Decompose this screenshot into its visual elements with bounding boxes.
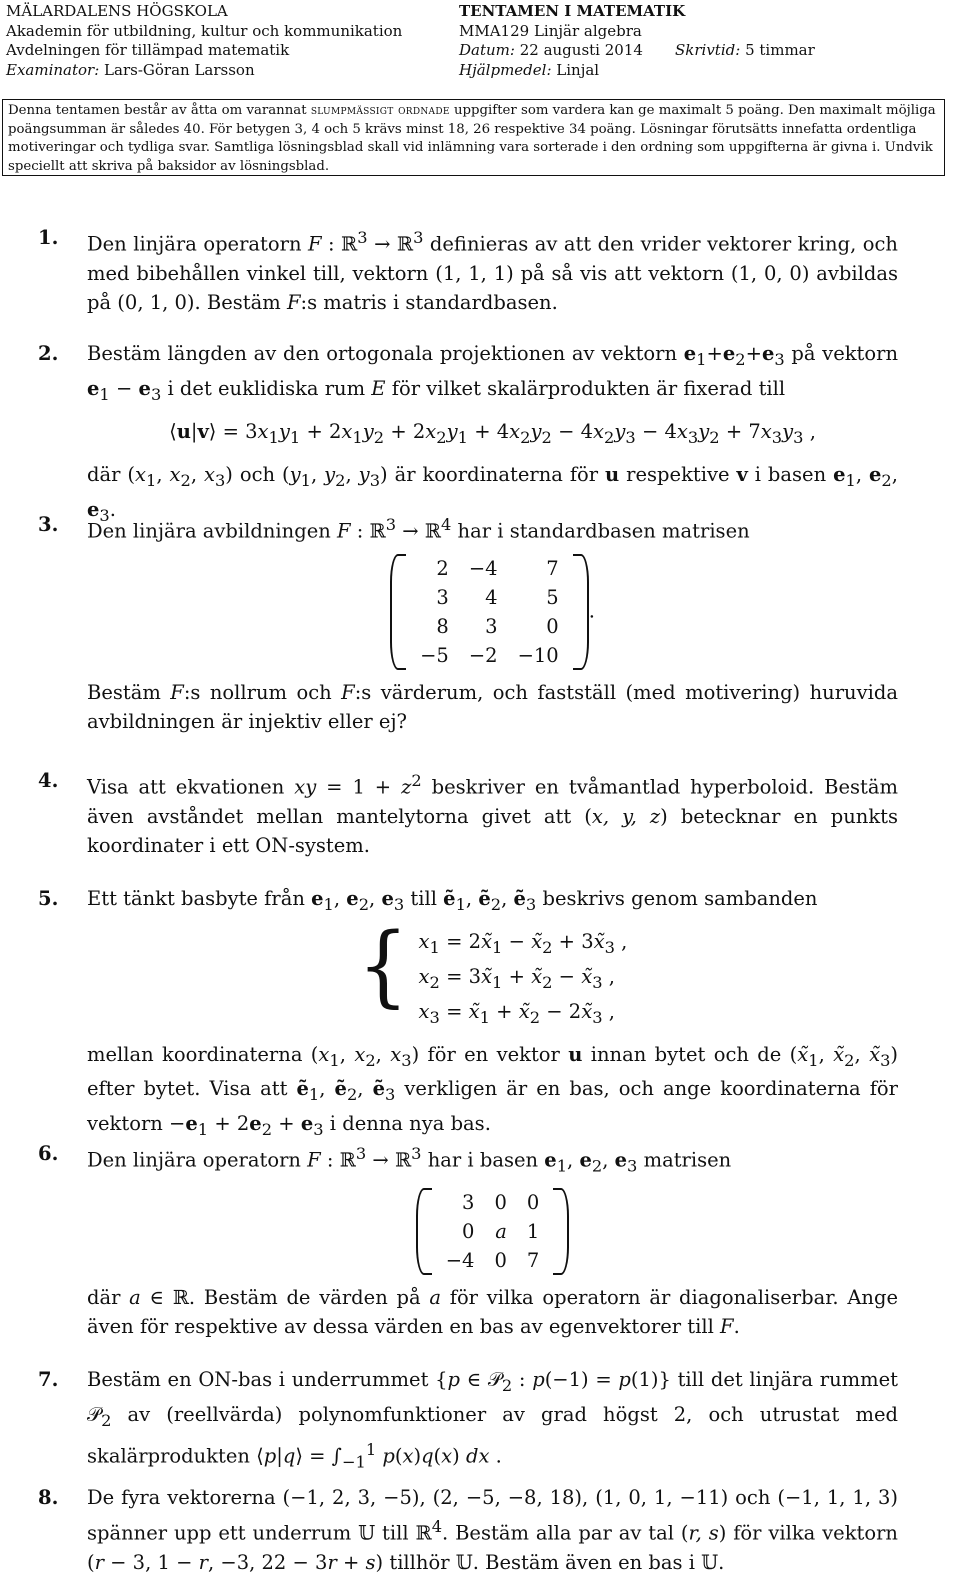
matrix-6: 3 0 0 0 a 1 −4 0 7 [416,1188,570,1275]
problem-number: 5. [38,887,59,910]
problem-number: 6. [38,1142,59,1165]
problem-number: 4. [38,769,59,792]
problem-7: 7. Bestäm en ON-bas i underrummet {p ∈ 𝒫$_2$ : p(−1) = p(1)} till det linjära rummet 𝒫$_2$ av (reellvärda) polynomfunktioner av grad högst 2, och utrustat med skalärprodukten ⟨p|q⟩ = $\int_{-1}^1$ p(x)q(x) dx . [38,1365,898,1476]
header-middle [459,2,685,80]
matrix-3: 2 −4 7 3 4 5 8 3 0 −5 −2 −10 [390,554,589,670]
problem-2: 2. Bestäm längden av den ortogonala projektionen av vektorn $e_1+e_2+e_3$ på vektorn $e_1 - e_3$ i det euklidiska rum E för vilket skalärprodukten är fixerad till ⟨u|v⟩ = $3x_1y_1 + 2x_1y_2 + 2x_2y_1 + 4x_2y_2 - 4x_2y_3 - 4x_3y_2 + 7x_3y_3$ , där ($x_1$, $x_2$, $x_3$) och ($y_1$, $y_2$, $y_3$) är koordinaterna för u respektive v i basen $e_1$, $e_2$, $e_3$. [38,339,898,529]
exam-aids: Hjälpmedel: Linjal [459,60,600,79]
examiner: Examinator: Lars-Göran Larsson [6,60,255,79]
academy-name: Akademin för utbildning, kultur och kommunikation [6,21,403,40]
problem-8: 8. De fyra vektorerna (−1, 2, 3, −5), (2, −5, −8, 18), (1, 0, 1, −11) och (−1, 1, 1, 3) spänner upp ett underrum 𝕌 till ℝ$^4$. Bestäm alla par av tal (r, s) för vilka vektorn (r − 3, 1 − r, −3, 22 − 3r + s) tillhör 𝕌. Bestäm även en bas i 𝕌. [38,1483,898,1577]
university-name: MÄLARDALENS HÖGSKOLA [6,2,228,20]
problem-6: 6. Den linjära operatorn F : ℝ$^3$ → ℝ$^3$ har i basen $e_1$, $e_2$, $e_3$ matrisen 3 0 0 0 a 1 −4 0 7 där a ∈ ℝ. Bestäm de värden på a för vilka operatorn är diagonaliserbar. Ange även för respektive av dessa värden en bas av egenvektorer till F. [38,1139,898,1341]
problem-5: 5. Ett tänkt basbyte från $e_1$, $e_2$, $e_3$ till ẽ$_1$, ẽ$_2$, ẽ$_3$ beskrivs genom sambanden { $x_1$ = $2x̃_1$ − $x̃_2$ + $3x̃_3$ , $x_2$ = $3x̃_1$ + $x̃_2$ − $x̃_3$ , $x_3$ = $x̃_1$ + $x̃_2$ − $2x̃_3$ , mellan koordinaterna ($x_1$, $x_2$, $x_3$) för en vektor u innan bytet och de ($x̃_1$, $x̃_2$, $x̃_3$) efter bytet. Visa att ẽ$_1$, ẽ$_2$, ẽ$_3$ verkligen är en bas, och ange koordinaterna för vektorn $-e_1 + 2e_2 + e_3$ i denna nya bas. [38,884,898,1144]
exam-time: Skrivtid: 5 timmar [675,41,815,59]
department-name: Avdelningen för tillämpad matematik [6,41,290,59]
problem-number: 8. [38,1486,59,1509]
problem-number: 3. [38,513,59,536]
problem-1: 1. Den linjära operatorn F : ℝ$^3$ → ℝ$^3$ definieras av att den vrider vektorer kring, och med bibehållen vinkel till, vektorn (1, 1, 1) på så vis att vektorn (1, 0, 0) avbildas på (0, 1, 0). Bestäm F:s matris i standardbasen. [38,223,898,317]
header-left [6,2,402,80]
course-name: MMA129 Linjär algebra [459,21,642,40]
problem-4: 4. Visa att ekvationen xy = $1 + z^2$ beskriver en tvåmantlad hyperboloid. Bestäm även avståndet mellan mantelytorna givet att (x, y, z) betecknar en punkts koordinater i ett ON-system. [38,766,898,860]
problem-number: 1. [38,226,59,249]
instructions-box: Denna tentamen består av åtta om varannat slumpmässigt ordnade uppgifter som vardera kan ge maximalt 5 poäng. Den maximalt möjliga poängsumman är således 40. För betygen 3, 4 och 5 krävs minst 18, 26 respektive 34 poäng. Lösningar förutsätts innefatta ordentliga motiveringar och tydliga svar. Samtliga lösningsblad skall vid inlämning vara sorterade i den ordning som uppgifterna är givna i. Undvik speciellt att skriva på baksidor av lösningsblad. [2,99,945,176]
problem-number: 7. [38,1368,59,1391]
problem-number: 2. [38,342,59,365]
equation-system: { $x_1$ = $2x̃_1$ − $x̃_2$ + $3x̃_3$ , $x_2$ = $3x̃_1$ + $x̃_2$ − $x̃_3$ , $x_3$ = $x̃_1$ + $x̃_2$ − $2x̃_3$ , [357,913,628,1027]
exam-date: Datum: 22 augusti 2014 [459,41,643,59]
problem-3: 3. Den linjära avbildningen F : ℝ$^3$ → ℝ$^4$ har i standardbasen matrisen 2 −4 7 3 4 5 8 3 0 −5 −2 −10 . Bestäm F:s nollrum och F:s värderum, och fastställ (med motivering) huruvida avbildningen är injektiv eller ej? [38,510,898,736]
exam-title: TENTAMEN I MATEMATIK [459,2,686,20]
